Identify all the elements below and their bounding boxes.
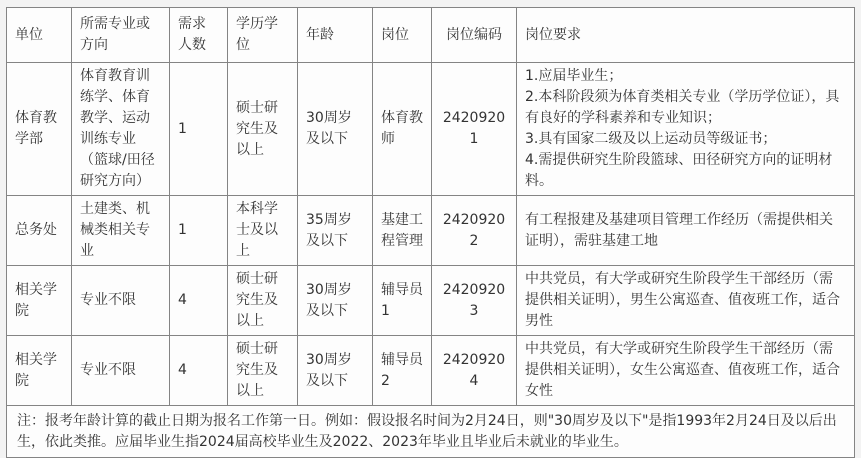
cell-degree: 硕士研究生及以上	[228, 63, 298, 196]
requirement-line: 中共党员，有大学或研究生阶段学生干部经历（需提供相关证明），男生公寓巡查、值夜班工作，适合男性	[525, 271, 840, 329]
table-note: 注：报考年龄计算的截止日期为报名工作第一日。例如：假设报名时间为2月24日，则"30周岁及以下"是指1993年2月24日及以后出生，依此类推。应届毕业生指2024届高校毕业生及2022、2023年毕业且毕业后未就业的毕业生。	[7, 406, 855, 458]
cell-position: 辅导员2	[373, 336, 432, 406]
cell-age: 35周岁及以下	[298, 196, 373, 266]
note-row	[7, 406, 855, 458]
cell-unit: 体育教学部	[7, 63, 72, 196]
cell-requirements	[517, 63, 855, 196]
header-cell-unit: 单位	[7, 8, 72, 63]
cell-position: 基建工程管理	[373, 196, 432, 266]
header-cell-count: 需求人数	[170, 8, 228, 63]
cell-position: 体育教师	[373, 63, 432, 196]
cell-unit: 总务处	[7, 196, 72, 266]
header-cell-code: 岗位编码	[432, 8, 517, 63]
cell-degree: 硕士研究生及以上	[228, 266, 298, 336]
cell-code: 24209203	[432, 266, 517, 336]
cell-unit: 相关学院	[7, 336, 72, 406]
cell-major: 专业不限	[72, 266, 170, 336]
header-cell-age: 年龄	[298, 8, 373, 63]
header-cell-degree: 学历学位	[228, 8, 298, 63]
requirement-line: 1.应届毕业生；	[525, 68, 623, 84]
cell-degree: 本科学士及以上	[228, 196, 298, 266]
table-row	[7, 196, 855, 266]
cell-count: 4	[170, 336, 228, 406]
cell-requirements	[517, 196, 855, 266]
requirement-line: 中共党员，有大学或研究生阶段学生干部经历（需提供相关证明），女生公寓巡查、值夜班工作，适合女性	[525, 341, 840, 399]
cell-degree: 硕士研究生及以上	[228, 336, 298, 406]
header-cell-position: 岗位	[373, 8, 432, 63]
cell-code: 24209202	[432, 196, 517, 266]
table-row	[7, 266, 855, 336]
cell-age: 30周岁及以下	[298, 63, 373, 196]
requirement-line: 2.本科阶段须为体育类相关专业（学历学位证），具有良好的学科素养和专业知识；	[525, 89, 840, 126]
requirement-line: 3.具有国家二级及以上运动员等级证书；	[525, 131, 777, 147]
requirement-line: 4.需提供研究生阶段篮球、田径研究方向的证明材料。	[525, 152, 833, 189]
header-cell-major: 所需专业或方向	[72, 8, 170, 63]
cell-count: 1	[170, 63, 228, 196]
cell-major: 体育教育训练学、体育教学、运动训练专业（篮球/田径研究方向）	[72, 63, 170, 196]
cell-count: 1	[170, 196, 228, 266]
cell-code: 24209204	[432, 336, 517, 406]
cell-code: 24209201	[432, 63, 517, 196]
cell-requirements	[517, 266, 855, 336]
cell-major: 土建类、机械类相关专业	[72, 196, 170, 266]
cell-position: 辅导员1	[373, 266, 432, 336]
table-body	[7, 63, 855, 458]
cell-requirements	[517, 336, 855, 406]
recruitment-table	[6, 7, 855, 458]
header-cell-requirements: 岗位要求	[517, 8, 855, 63]
requirement-line: 有工程报建及基建项目管理工作经历（需提供相关证明），需驻基建工地	[525, 211, 833, 249]
table-row	[7, 336, 855, 406]
cell-unit: 相关学院	[7, 266, 72, 336]
table-row	[7, 63, 855, 196]
cell-count: 4	[170, 266, 228, 336]
cell-age: 30周岁及以下	[298, 336, 373, 406]
cell-age: 30周岁及以下	[298, 266, 373, 336]
table-header	[7, 8, 855, 63]
cell-major: 专业不限	[72, 336, 170, 406]
header-row	[7, 8, 855, 63]
